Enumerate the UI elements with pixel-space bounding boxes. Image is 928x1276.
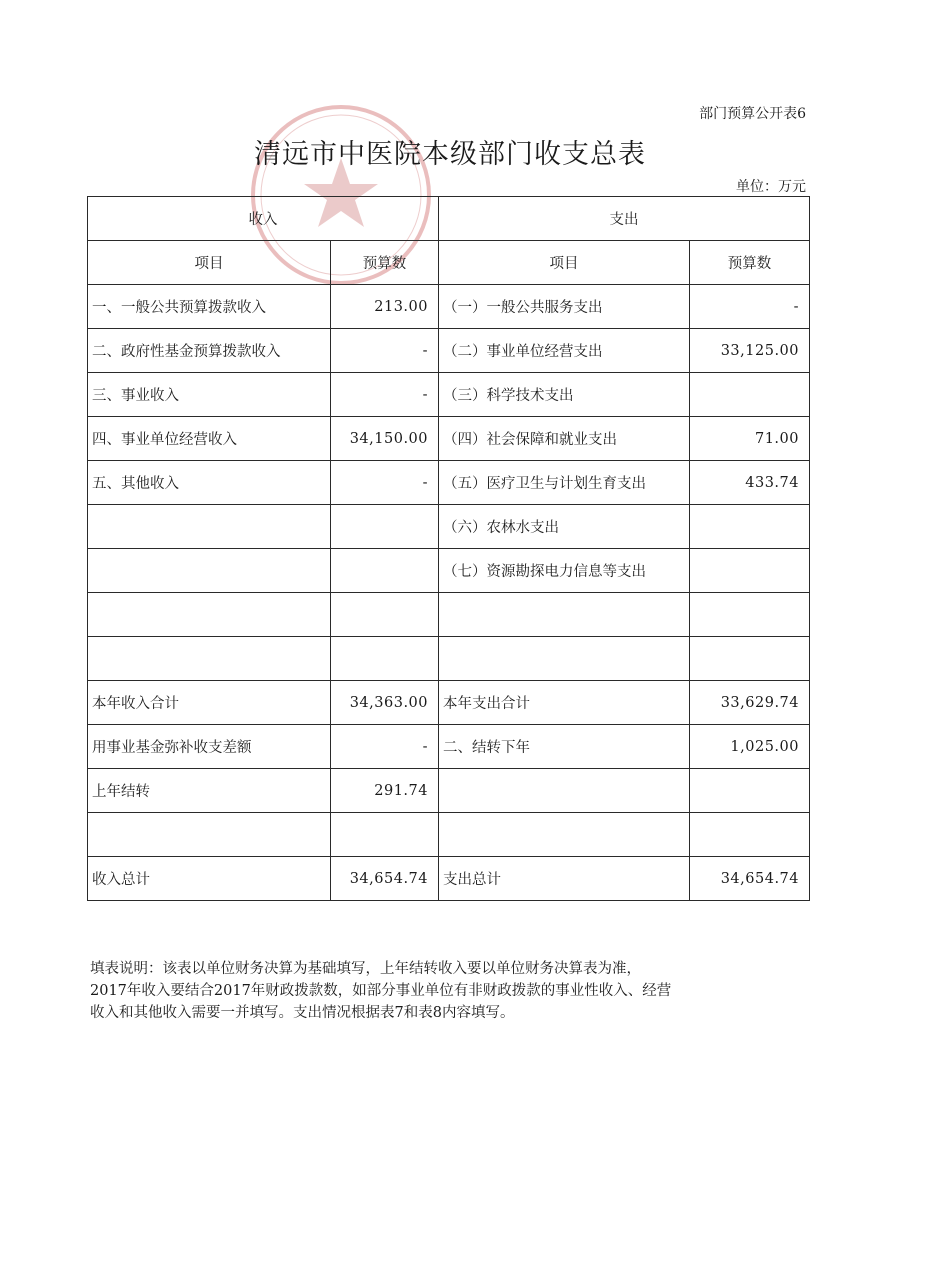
table-row xyxy=(88,505,810,549)
income-item-cell: 收入总计 xyxy=(88,857,331,901)
expense-value-cell xyxy=(690,549,810,593)
income-item-cell xyxy=(88,637,331,681)
income-value-cell xyxy=(331,813,439,857)
expense-value-cell xyxy=(690,593,810,637)
income-value-cell: - xyxy=(331,373,439,417)
income-item-cell: 用事业基金弥补收支差额 xyxy=(88,725,331,769)
income-item-cell xyxy=(88,813,331,857)
note-line-1: 填表说明：该表以单位财务决算为基础填写，上年结转收入要以单位财务决算表为准， xyxy=(90,961,641,977)
expense-value-cell: 34,654.74 xyxy=(690,857,810,901)
income-value-cell xyxy=(331,549,439,593)
income-value-cell: - xyxy=(331,461,439,505)
income-value-cell: - xyxy=(331,329,439,373)
expense-item-cell: （七）资源勘探电力信息等支出 xyxy=(439,549,690,593)
expense-value-cell xyxy=(690,637,810,681)
expense-item-header: 项目 xyxy=(439,241,690,285)
table-row xyxy=(88,813,810,857)
form-number: 部门预算公开表6 xyxy=(699,106,806,122)
expense-item-cell xyxy=(439,769,690,813)
income-value-cell: 34,363.00 xyxy=(331,681,439,725)
note-line-3: 收入和其他收入需要一并填写。支出情况根据表7和表8内容填写。 xyxy=(90,1005,515,1021)
table-row xyxy=(88,373,810,417)
income-item-cell: 四、事业单位经营收入 xyxy=(88,417,331,461)
table-row xyxy=(88,725,810,769)
note-line-2: 2017年收入要结合2017年财政拨款数，如部分事业单位有非财政拨款的事业性收入、经营 xyxy=(90,983,672,999)
expense-header: 支出 xyxy=(439,197,810,241)
expense-value-cell: 1,025.00 xyxy=(690,725,810,769)
income-item-cell xyxy=(88,593,331,637)
income-value-cell xyxy=(331,593,439,637)
fill-instructions xyxy=(90,958,810,1024)
column-header-row xyxy=(88,241,810,285)
page-title: 清远市中医院本级部门收支总表 xyxy=(254,139,646,170)
income-value-cell: 213.00 xyxy=(331,285,439,329)
expense-item-cell: （六）农林水支出 xyxy=(439,505,690,549)
expense-item-cell: （三）科学技术支出 xyxy=(439,373,690,417)
table-row xyxy=(88,857,810,901)
expense-value-cell xyxy=(690,373,810,417)
income-item-cell: 上年结转 xyxy=(88,769,331,813)
income-value-cell: 34,654.74 xyxy=(331,857,439,901)
budget-summary-table xyxy=(87,196,810,901)
table-row xyxy=(88,461,810,505)
expense-item-cell: （二）事业单位经营支出 xyxy=(439,329,690,373)
income-value-cell xyxy=(331,637,439,681)
expense-budget-header: 预算数 xyxy=(690,241,810,285)
table-row xyxy=(88,417,810,461)
expense-value-cell xyxy=(690,769,810,813)
expense-item-cell: （五）医疗卫生与计划生育支出 xyxy=(439,461,690,505)
table-row xyxy=(88,549,810,593)
income-item-cell xyxy=(88,549,331,593)
expense-item-cell xyxy=(439,813,690,857)
table-row xyxy=(88,285,810,329)
expense-item-cell xyxy=(439,637,690,681)
expense-item-cell: （四）社会保障和就业支出 xyxy=(439,417,690,461)
income-value-cell: - xyxy=(331,725,439,769)
section-header-row xyxy=(88,197,810,241)
income-item-cell: 一、一般公共预算拨款收入 xyxy=(88,285,331,329)
expense-item-cell: 支出总计 xyxy=(439,857,690,901)
expense-value-cell: - xyxy=(690,285,810,329)
income-budget-header: 预算数 xyxy=(331,241,439,285)
income-value-cell xyxy=(331,505,439,549)
income-value-cell: 291.74 xyxy=(331,769,439,813)
expense-item-cell: 本年支出合计 xyxy=(439,681,690,725)
expense-value-cell: 433.74 xyxy=(690,461,810,505)
table-row xyxy=(88,681,810,725)
income-item-header: 项目 xyxy=(88,241,331,285)
expense-item-cell: 二、结转下年 xyxy=(439,725,690,769)
income-item-cell xyxy=(88,505,331,549)
income-item-cell: 二、政府性基金预算拨款收入 xyxy=(88,329,331,373)
table-row xyxy=(88,593,810,637)
income-item-cell: 本年收入合计 xyxy=(88,681,331,725)
expense-value-cell xyxy=(690,813,810,857)
expense-value-cell: 71.00 xyxy=(690,417,810,461)
table-row xyxy=(88,637,810,681)
expense-item-cell: （一）一般公共服务支出 xyxy=(439,285,690,329)
income-item-cell: 三、事业收入 xyxy=(88,373,331,417)
income-value-cell: 34,150.00 xyxy=(331,417,439,461)
table-row xyxy=(88,329,810,373)
expense-item-cell xyxy=(439,593,690,637)
expense-value-cell xyxy=(690,505,810,549)
expense-value-cell: 33,629.74 xyxy=(690,681,810,725)
unit-label: 单位：万元 xyxy=(736,179,806,195)
income-header: 收入 xyxy=(88,197,439,241)
table-row xyxy=(88,769,810,813)
income-item-cell: 五、其他收入 xyxy=(88,461,331,505)
expense-value-cell: 33,125.00 xyxy=(690,329,810,373)
